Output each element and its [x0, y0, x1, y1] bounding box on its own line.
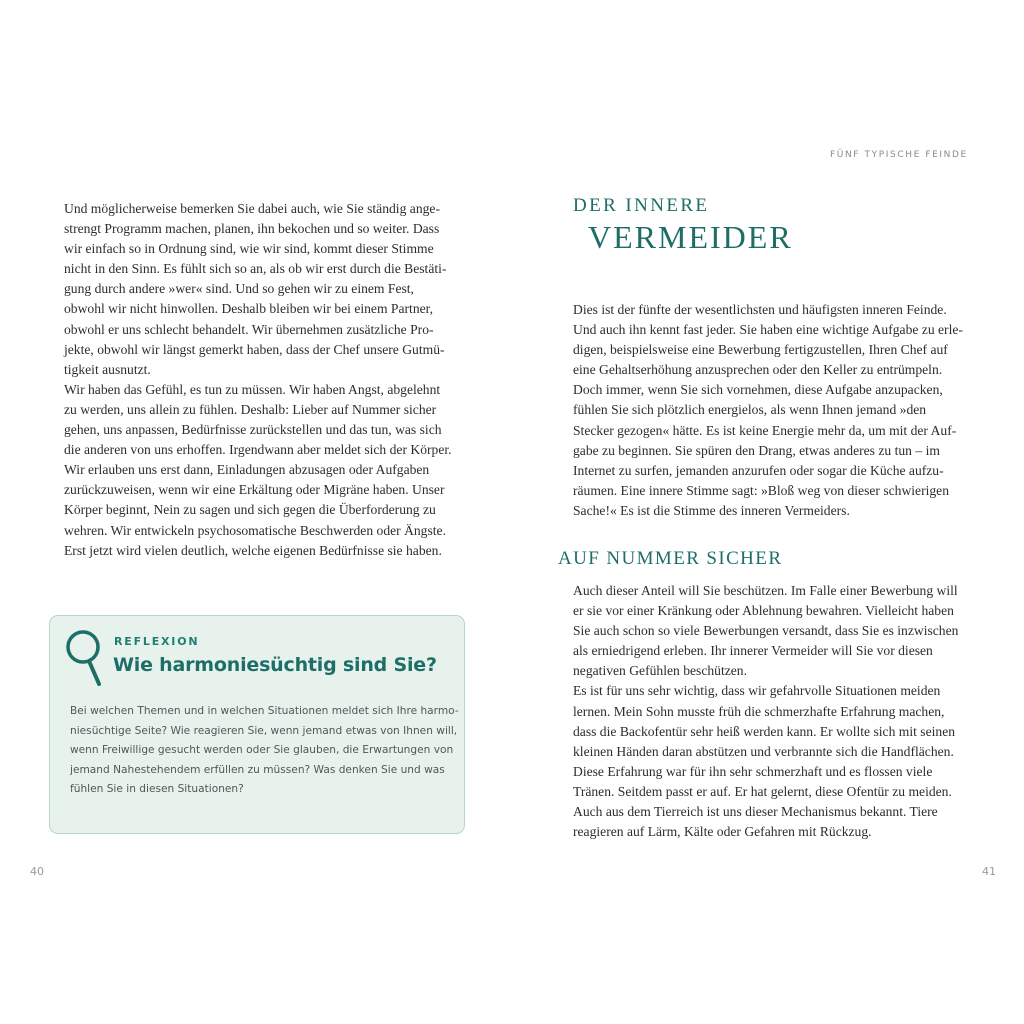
text-line: Sache!« Es ist die Stimme des inneren Vermeiders.	[573, 502, 850, 518]
text-line: jekte, obwohl wir längst gemerkt haben, dass der Chef unsere Gutmü-	[64, 341, 445, 357]
text-line: gabe zu beginnen. Sie spüren den Drang, etwas anderes zu tun – im	[573, 442, 940, 458]
right-intro-text	[573, 300, 963, 521]
text-line: obwohl wir nicht hinwollen. Deshalb bleiben wir bei einem Partner,	[64, 301, 434, 317]
text-line: jemand Nahestehendem erfüllen zu müssen? Was denken Sie und was	[70, 763, 445, 776]
page-number-left: 40	[30, 865, 44, 878]
reflexion-label: REFLEXION	[114, 635, 200, 648]
reflexion-box	[49, 615, 465, 834]
text-line: Tränen. Seitdem passt er auf. Er hat gelernt, diese Ofentür zu meiden.	[573, 783, 952, 799]
chapter-title: VERMEIDER	[588, 219, 793, 255]
text-line: Auch aus dem Tierreich ist uns dieser Mechanismus bekannt. Tiere	[573, 804, 938, 820]
text-line: obwohl er uns schlecht behandelt. Wir übernehmen zusätzliche Pro-	[64, 321, 434, 337]
text-line: dass die Backofentür sehr heiß werden kann. Er wollte sich mit seinen	[573, 723, 956, 739]
text-line: gung durch andere »wer« sind. Und so gehen wir zu einem Fest,	[64, 281, 414, 297]
text-line: er sie vor einer Kränkung oder Ablehnung bewahren. Vielleicht haben	[573, 603, 954, 619]
text-line: zu werden, uns allein zu fühlen. Deshalb: Lieber auf Nummer sicher	[64, 401, 437, 417]
text-line: nicht in den Sinn. Es fühlt sich so an, als ob wir erst durch die Bestäti-	[64, 261, 447, 277]
text-line: lernen. Mein Sohn musste früh die schmerzhafte Erfahrung machen,	[573, 703, 945, 719]
right-section-text	[573, 581, 958, 842]
page-number-right: 41	[982, 865, 996, 878]
text-line: Wir haben das Gefühl, es tun zu müssen. Wir haben Angst, abgelehnt	[64, 381, 441, 397]
text-line: strengt Programm machen, planen, ihn bekochen und so weiter. Dass	[64, 221, 440, 237]
text-line: Körper beginnt, Nein zu sagen und sich gegen die Überforderung zu	[64, 502, 436, 518]
text-line: Es ist für uns sehr wichtig, dass wir gefahrvolle Situationen meiden	[573, 683, 941, 699]
text-line: räumen. Eine innere Stimme sagt: »Bloß weg von dieser schwierigen	[573, 482, 949, 498]
text-line: Erst jetzt wird vielen deutlich, welche eigenen Bedürfnisse sie haben.	[64, 542, 442, 558]
text-line: Wir erlauben uns erst dann, Einladungen abzusagen oder Aufgaben	[64, 462, 430, 478]
text-line: Internet zu surfen, jemanden anzurufen oder sogar die Küche aufzu-	[573, 462, 944, 478]
text-line: Auch dieser Anteil will Sie beschützen. Im Falle einer Bewerbung will	[573, 583, 958, 598]
magnifier-icon	[64, 628, 106, 690]
text-line: wehren. Wir entwickeln psychosomatische Beschwerden oder Ängste.	[64, 522, 446, 538]
text-line: gehen, uns anpassen, Bedürfnisse zurückstellen und das tun, was sich	[64, 422, 442, 438]
text-line: Sie auch schon so viele Bewerbungen versandt, dass Sie es inzwischen	[573, 623, 959, 639]
reflexion-text	[70, 702, 459, 800]
text-line: die anderen von uns erhoffen. Irgendwann aber meldet sich der Körper.	[64, 442, 452, 458]
text-line: Und auch ihn kennt fast jeder. Sie haben eine wichtige Aufgabe zu erle-	[573, 322, 963, 338]
text-line: fühlen Sie in diesen Situationen?	[70, 783, 244, 796]
running-head: FÜNF TYPISCHE FEINDE	[830, 150, 968, 160]
text-line: reagieren auf Lärm, Kälte oder Gefahren mit Rückzug.	[573, 824, 872, 840]
text-line: Stecker gezogen« hätte. Es ist keine Energie mehr da, um mit der Auf-	[573, 422, 957, 438]
text-line: Diese Erfahrung war für ihn sehr schmerzhaft und es flossen viele	[573, 763, 933, 779]
text-line: Bei welchen Themen und in welchen Situationen meldet sich Ihre harmo-	[70, 705, 459, 717]
text-line: kleinen Händen daran abstützen und verbrannte sich die Handflächen.	[573, 743, 954, 759]
reflexion-title: Wie harmoniesüchtig sind Sie?	[113, 654, 437, 676]
text-line: tigkeit ausnutzt.	[64, 361, 151, 377]
section-heading: AUF NUMMER SICHER	[558, 548, 783, 569]
left-body-text	[64, 199, 452, 561]
text-line: Und möglicherweise bemerken Sie dabei auch, wie Sie ständig ange-	[64, 201, 440, 216]
text-line: negativen Gefühlen beschützen.	[573, 663, 748, 679]
text-line: als erniedrigend erleben. Ihr innerer Vermeider will Sie vor diesen	[573, 643, 933, 659]
text-line: Doch immer, wenn Sie sich vornehmen, diese Aufgabe anzupacken,	[573, 382, 943, 398]
text-line: Dies ist der fünfte der wesentlichsten und häufigsten inneren Feinde.	[573, 302, 947, 317]
text-line: zurückzuweisen, wenn wir eine Erkältung oder Migräne haben. Unser	[64, 482, 445, 498]
text-line: fühlen Sie sich plötzlich energielos, als wenn Ihnen jemand »den	[573, 402, 927, 418]
text-line: eine Gehaltserhöhung anzusprechen oder den Keller zu entrümpeln.	[573, 362, 943, 378]
text-line: niesüchtige Seite? Wie reagieren Sie, wenn jemand etwas von Ihnen will,	[70, 724, 458, 737]
chapter-kicker: DER INNERE	[573, 195, 710, 216]
text-line: wir einfach so in Ordnung sind, wie wir sind, kommt dieser Stimme	[64, 241, 434, 257]
text-line: wenn Freiwillige gesucht werden oder Sie glauben, die Erwartungen von	[70, 744, 454, 757]
text-line: digen, beispielsweise eine Bewerbung fertigzustellen, Ihren Chef auf	[573, 342, 948, 358]
